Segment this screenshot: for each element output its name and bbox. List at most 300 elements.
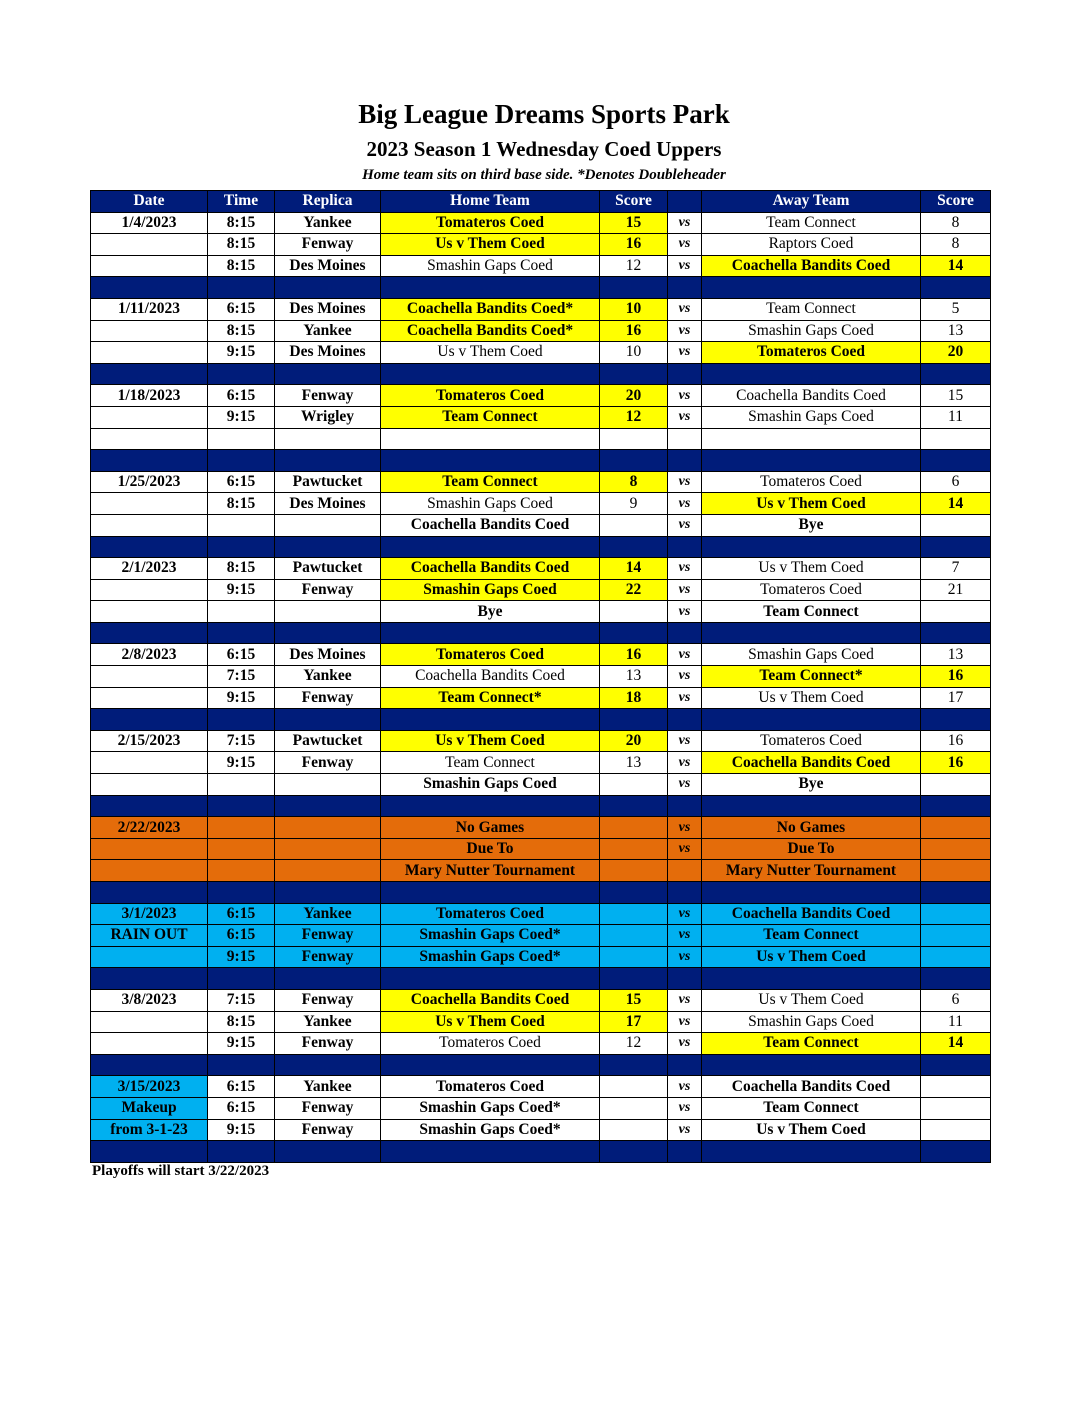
- col-replica: Replica: [275, 191, 381, 213]
- away-score-cell: 20: [921, 342, 991, 364]
- separator-cell: [921, 363, 991, 385]
- game-row: [91, 385, 991, 407]
- week-separator-row: [91, 277, 991, 299]
- replica-cell: Des Moines: [275, 298, 381, 320]
- away-score-cell: [921, 903, 991, 925]
- away-score-cell: 16: [921, 666, 991, 688]
- home-team-cell: Coachella Bandits Coed: [381, 558, 600, 580]
- separator-cell: [208, 709, 275, 731]
- home-score-cell: 16: [600, 644, 668, 666]
- separator-cell: [702, 450, 921, 472]
- replica-cell: Fenway: [275, 579, 381, 601]
- away-score-cell: 5: [921, 298, 991, 320]
- home-score-cell: [600, 514, 668, 536]
- away-score-cell: 15: [921, 385, 991, 407]
- separator-cell: [381, 622, 600, 644]
- replica-cell: Yankee: [275, 666, 381, 688]
- vs-cell: vs: [668, 774, 702, 796]
- makeup-row: [91, 1076, 991, 1098]
- vs-cell: vs: [668, 234, 702, 256]
- away-score-cell: 17: [921, 687, 991, 709]
- separator-cell: [381, 968, 600, 990]
- date-cell: [91, 1011, 208, 1033]
- separator-cell: [702, 1141, 921, 1163]
- week-separator-row: [91, 622, 991, 644]
- away-team-cell: Smashin Gaps Coed: [702, 320, 921, 342]
- home-score-cell: [600, 774, 668, 796]
- rain-out-row: [91, 946, 991, 968]
- date-cell: [91, 666, 208, 688]
- separator-cell: [275, 363, 381, 385]
- home-score-cell: [600, 946, 668, 968]
- rain-out-row: [91, 925, 991, 947]
- separator-cell: [668, 536, 702, 558]
- replica-cell: [275, 817, 381, 839]
- vs-cell: vs: [668, 989, 702, 1011]
- home-team-cell: Tomateros Coed: [381, 903, 600, 925]
- separator-cell: [91, 968, 208, 990]
- home-score-cell: 13: [600, 666, 668, 688]
- home-score-cell: 8: [600, 471, 668, 493]
- game-row: [91, 752, 991, 774]
- home-score-cell: [600, 860, 668, 882]
- separator-cell: [600, 1054, 668, 1076]
- away-team-cell: Us v Them Coed: [702, 687, 921, 709]
- vs-cell: vs: [668, 493, 702, 515]
- separator-cell: [91, 709, 208, 731]
- home-team-cell: Tomateros Coed: [381, 1033, 600, 1055]
- time-cell: [208, 514, 275, 536]
- schedule-note: Home team sits on third base side. *Denotes Doubleheader: [362, 167, 726, 183]
- separator-cell: [208, 795, 275, 817]
- game-row: [91, 471, 991, 493]
- time-cell: 8:15: [208, 255, 275, 277]
- replica-cell: Yankee: [275, 320, 381, 342]
- replica-cell: [275, 428, 381, 450]
- home-team-cell: Smashin Gaps Coed*: [381, 946, 600, 968]
- game-row: [91, 234, 991, 256]
- time-cell: 6:15: [208, 1076, 275, 1098]
- vs-cell: vs: [668, 752, 702, 774]
- home-score-cell: 13: [600, 752, 668, 774]
- separator-cell: [275, 536, 381, 558]
- separator-cell: [91, 882, 208, 904]
- replica-cell: Des Moines: [275, 493, 381, 515]
- game-row: [91, 579, 991, 601]
- vs-cell: vs: [668, 946, 702, 968]
- time-cell: 8:15: [208, 493, 275, 515]
- home-score-cell: 12: [600, 406, 668, 428]
- replica-cell: Yankee: [275, 1076, 381, 1098]
- home-score-cell: 10: [600, 298, 668, 320]
- week-separator-row: [91, 882, 991, 904]
- home-score-cell: [600, 601, 668, 623]
- separator-cell: [702, 277, 921, 299]
- separator-cell: [600, 795, 668, 817]
- separator-cell: [381, 363, 600, 385]
- away-team-cell: Coachella Bandits Coed: [702, 752, 921, 774]
- home-team-cell: [381, 428, 600, 450]
- time-cell: 9:15: [208, 1033, 275, 1055]
- away-score-cell: [921, 428, 991, 450]
- game-row: [91, 320, 991, 342]
- home-team-cell: Smashin Gaps Coed: [381, 579, 600, 601]
- separator-cell: [668, 709, 702, 731]
- separator-cell: [702, 1054, 921, 1076]
- separator-cell: [668, 795, 702, 817]
- away-team-cell: Tomateros Coed: [702, 342, 921, 364]
- vs-cell: vs: [668, 385, 702, 407]
- vs-cell: vs: [668, 925, 702, 947]
- header-row: [91, 191, 991, 213]
- replica-cell: Yankee: [275, 1011, 381, 1033]
- replica-cell: [275, 838, 381, 860]
- separator-cell: [208, 968, 275, 990]
- separator-cell: [381, 277, 600, 299]
- date-cell: [91, 342, 208, 364]
- date-cell: [91, 234, 208, 256]
- replica-cell: Wrigley: [275, 406, 381, 428]
- home-team-cell: No Games: [381, 817, 600, 839]
- week-separator-row: [91, 709, 991, 731]
- replica-cell: Fenway: [275, 687, 381, 709]
- date-cell: [91, 860, 208, 882]
- home-score-cell: [600, 838, 668, 860]
- vs-cell: vs: [668, 320, 702, 342]
- separator-cell: [275, 622, 381, 644]
- away-team-cell: Team Connect: [702, 298, 921, 320]
- away-team-cell: Team Connect*: [702, 666, 921, 688]
- vs-cell: vs: [668, 666, 702, 688]
- home-score-cell: 16: [600, 234, 668, 256]
- col-home-team: Home Team: [381, 191, 600, 213]
- away-score-cell: [921, 946, 991, 968]
- vs-cell: vs: [668, 687, 702, 709]
- separator-cell: [921, 1141, 991, 1163]
- col-time: Time: [208, 191, 275, 213]
- game-row: [91, 1011, 991, 1033]
- date-cell: 1/4/2023: [91, 212, 208, 234]
- date-cell: [91, 493, 208, 515]
- col-date: Date: [91, 191, 208, 213]
- home-team-cell: Team Connect*: [381, 687, 600, 709]
- game-row: [91, 1033, 991, 1055]
- separator-cell: [91, 1054, 208, 1076]
- home-team-cell: Coachella Bandits Coed: [381, 666, 600, 688]
- away-score-cell: [921, 860, 991, 882]
- replica-cell: Fenway: [275, 1033, 381, 1055]
- home-score-cell: 18: [600, 687, 668, 709]
- vs-cell: vs: [668, 601, 702, 623]
- week-separator-row: [91, 536, 991, 558]
- separator-cell: [381, 1054, 600, 1076]
- replica-cell: [275, 601, 381, 623]
- separator-cell: [702, 622, 921, 644]
- away-score-cell: [921, 925, 991, 947]
- vs-cell: vs: [668, 298, 702, 320]
- time-cell: 6:15: [208, 298, 275, 320]
- time-cell: [208, 817, 275, 839]
- away-score-cell: 6: [921, 989, 991, 1011]
- time-cell: 6:15: [208, 903, 275, 925]
- separator-cell: [668, 968, 702, 990]
- date-cell: 1/18/2023: [91, 385, 208, 407]
- schedule-table: [90, 190, 991, 1163]
- away-score-cell: [921, 514, 991, 536]
- separator-cell: [91, 795, 208, 817]
- away-score-cell: 13: [921, 320, 991, 342]
- away-team-cell: Coachella Bandits Coed: [702, 385, 921, 407]
- week-separator-row: [91, 795, 991, 817]
- separator-cell: [600, 277, 668, 299]
- date-cell: 1/25/2023: [91, 471, 208, 493]
- date-cell: [91, 601, 208, 623]
- away-score-cell: 11: [921, 1011, 991, 1033]
- time-cell: 7:15: [208, 666, 275, 688]
- home-score-cell: 15: [600, 212, 668, 234]
- separator-cell: [600, 536, 668, 558]
- separator-cell: [921, 709, 991, 731]
- separator-cell: [208, 450, 275, 472]
- game-row: [91, 558, 991, 580]
- week-separator-row: [91, 968, 991, 990]
- separator-cell: [381, 795, 600, 817]
- home-team-cell: Tomateros Coed: [381, 385, 600, 407]
- separator-cell: [668, 622, 702, 644]
- away-score-cell: 8: [921, 212, 991, 234]
- separator-cell: [275, 882, 381, 904]
- time-cell: [208, 601, 275, 623]
- separator-cell: [668, 882, 702, 904]
- away-team-cell: Raptors Coed: [702, 234, 921, 256]
- home-team-cell: Us v Them Coed: [381, 342, 600, 364]
- separator-cell: [275, 1054, 381, 1076]
- rain-out-row: [91, 903, 991, 925]
- vs-cell: vs: [668, 514, 702, 536]
- separator-cell: [275, 709, 381, 731]
- time-cell: 8:15: [208, 320, 275, 342]
- replica-cell: Yankee: [275, 903, 381, 925]
- time-cell: 9:15: [208, 687, 275, 709]
- vs-cell: vs: [668, 212, 702, 234]
- vs-cell: [668, 428, 702, 450]
- game-row: [91, 601, 991, 623]
- vs-cell: vs: [668, 579, 702, 601]
- home-team-cell: Us v Them Coed: [381, 730, 600, 752]
- separator-cell: [600, 363, 668, 385]
- game-row: [91, 666, 991, 688]
- date-cell: [91, 1033, 208, 1055]
- home-team-cell: Coachella Bandits Coed: [381, 989, 600, 1011]
- separator-cell: [381, 1141, 600, 1163]
- away-team-cell: Coachella Bandits Coed: [702, 255, 921, 277]
- separator-cell: [600, 1141, 668, 1163]
- vs-cell: vs: [668, 817, 702, 839]
- away-team-cell: Tomateros Coed: [702, 730, 921, 752]
- week-separator-row: [91, 1141, 991, 1163]
- date-cell: [91, 428, 208, 450]
- replica-cell: Des Moines: [275, 644, 381, 666]
- replica-cell: Fenway: [275, 925, 381, 947]
- time-cell: 6:15: [208, 925, 275, 947]
- no-games-row: [91, 817, 991, 839]
- away-team-cell: Smashin Gaps Coed: [702, 406, 921, 428]
- vs-cell: vs: [668, 1011, 702, 1033]
- home-score-cell: [600, 1097, 668, 1119]
- separator-cell: [921, 450, 991, 472]
- vs-cell: vs: [668, 1033, 702, 1055]
- date-cell: [91, 320, 208, 342]
- separator-cell: [208, 277, 275, 299]
- home-team-cell: Smashin Gaps Coed*: [381, 1097, 600, 1119]
- time-cell: 8:15: [208, 558, 275, 580]
- date-cell: [91, 946, 208, 968]
- separator-cell: [91, 622, 208, 644]
- time-cell: 9:15: [208, 406, 275, 428]
- game-row: [91, 255, 991, 277]
- separator-cell: [381, 882, 600, 904]
- separator-cell: [702, 795, 921, 817]
- date-cell: [91, 514, 208, 536]
- away-team-cell: [702, 428, 921, 450]
- time-cell: 9:15: [208, 946, 275, 968]
- date-cell: [91, 255, 208, 277]
- separator-cell: [275, 795, 381, 817]
- away-score-cell: 6: [921, 471, 991, 493]
- date-cell: 3/1/2023: [91, 903, 208, 925]
- vs-cell: vs: [668, 1119, 702, 1141]
- separator-cell: [208, 1054, 275, 1076]
- home-team-cell: Smashin Gaps Coed*: [381, 925, 600, 947]
- away-team-cell: Team Connect: [702, 1033, 921, 1055]
- time-cell: 8:15: [208, 212, 275, 234]
- date-cell: [91, 687, 208, 709]
- away-team-cell: Coachella Bandits Coed: [702, 903, 921, 925]
- vs-cell: vs: [668, 471, 702, 493]
- separator-cell: [921, 277, 991, 299]
- date-cell: from 3-1-23: [91, 1119, 208, 1141]
- separator-cell: [275, 968, 381, 990]
- home-score-cell: 17: [600, 1011, 668, 1033]
- home-score-cell: 12: [600, 255, 668, 277]
- date-cell: 2/22/2023: [91, 817, 208, 839]
- date-cell: 3/8/2023: [91, 989, 208, 1011]
- col-vs: [668, 191, 702, 213]
- away-team-cell: Team Connect: [702, 212, 921, 234]
- replica-cell: Fenway: [275, 989, 381, 1011]
- home-team-cell: Smashin Gaps Coed: [381, 774, 600, 796]
- replica-cell: Yankee: [275, 212, 381, 234]
- game-row: [91, 298, 991, 320]
- separator-cell: [702, 363, 921, 385]
- separator-cell: [381, 450, 600, 472]
- home-team-cell: Mary Nutter Tournament: [381, 860, 600, 882]
- separator-cell: [600, 968, 668, 990]
- game-row: [91, 342, 991, 364]
- away-team-cell: Coachella Bandits Coed: [702, 1076, 921, 1098]
- home-team-cell: Smashin Gaps Coed: [381, 493, 600, 515]
- away-score-cell: [921, 601, 991, 623]
- playoffs-note: Playoffs will start 3/22/2023: [92, 1163, 270, 1179]
- date-cell: 3/15/2023: [91, 1076, 208, 1098]
- home-team-cell: Coachella Bandits Coed: [381, 514, 600, 536]
- game-row: [91, 774, 991, 796]
- time-cell: 8:15: [208, 1011, 275, 1033]
- replica-cell: Fenway: [275, 946, 381, 968]
- away-team-cell: Smashin Gaps Coed: [702, 1011, 921, 1033]
- replica-cell: Fenway: [275, 1119, 381, 1141]
- away-team-cell: Due To: [702, 838, 921, 860]
- game-row: [91, 514, 991, 536]
- date-cell: 1/11/2023: [91, 298, 208, 320]
- separator-cell: [208, 536, 275, 558]
- time-cell: [208, 428, 275, 450]
- time-cell: 6:15: [208, 644, 275, 666]
- vs-cell: vs: [668, 1097, 702, 1119]
- home-score-cell: 14: [600, 558, 668, 580]
- away-score-cell: [921, 838, 991, 860]
- separator-cell: [668, 450, 702, 472]
- home-score-cell: 22: [600, 579, 668, 601]
- home-team-cell: Coachella Bandits Coed*: [381, 298, 600, 320]
- vs-cell: vs: [668, 644, 702, 666]
- home-team-cell: Team Connect: [381, 406, 600, 428]
- separator-cell: [91, 450, 208, 472]
- away-score-cell: 14: [921, 493, 991, 515]
- away-team-cell: Us v Them Coed: [702, 989, 921, 1011]
- away-team-cell: Smashin Gaps Coed: [702, 644, 921, 666]
- time-cell: 7:15: [208, 989, 275, 1011]
- separator-cell: [275, 1141, 381, 1163]
- home-team-cell: Tomateros Coed: [381, 1076, 600, 1098]
- separator-cell: [600, 622, 668, 644]
- game-row: [91, 406, 991, 428]
- game-row: [91, 730, 991, 752]
- replica-cell: Pawtucket: [275, 471, 381, 493]
- home-score-cell: 20: [600, 385, 668, 407]
- vs-cell: vs: [668, 558, 702, 580]
- col-away-team: Away Team: [702, 191, 921, 213]
- away-team-cell: Tomateros Coed: [702, 579, 921, 601]
- time-cell: 9:15: [208, 342, 275, 364]
- time-cell: [208, 774, 275, 796]
- separator-cell: [600, 450, 668, 472]
- away-score-cell: [921, 774, 991, 796]
- col-away-score: Score: [921, 191, 991, 213]
- replica-cell: [275, 514, 381, 536]
- game-row: [91, 644, 991, 666]
- separator-cell: [91, 277, 208, 299]
- away-team-cell: Team Connect: [702, 601, 921, 623]
- home-score-cell: [600, 428, 668, 450]
- col-home-score: Score: [600, 191, 668, 213]
- away-score-cell: [921, 1119, 991, 1141]
- away-score-cell: 8: [921, 234, 991, 256]
- home-team-cell: Tomateros Coed: [381, 644, 600, 666]
- separator-cell: [381, 536, 600, 558]
- separator-cell: [208, 1141, 275, 1163]
- home-team-cell: Us v Them Coed: [381, 234, 600, 256]
- vs-cell: vs: [668, 730, 702, 752]
- date-cell: [91, 579, 208, 601]
- separator-cell: [921, 882, 991, 904]
- separator-cell: [208, 622, 275, 644]
- separator-cell: [921, 968, 991, 990]
- makeup-row: [91, 1119, 991, 1141]
- away-team-cell: Bye: [702, 514, 921, 536]
- page-title: Big League Dreams Sports Park: [358, 99, 730, 129]
- game-row: [91, 493, 991, 515]
